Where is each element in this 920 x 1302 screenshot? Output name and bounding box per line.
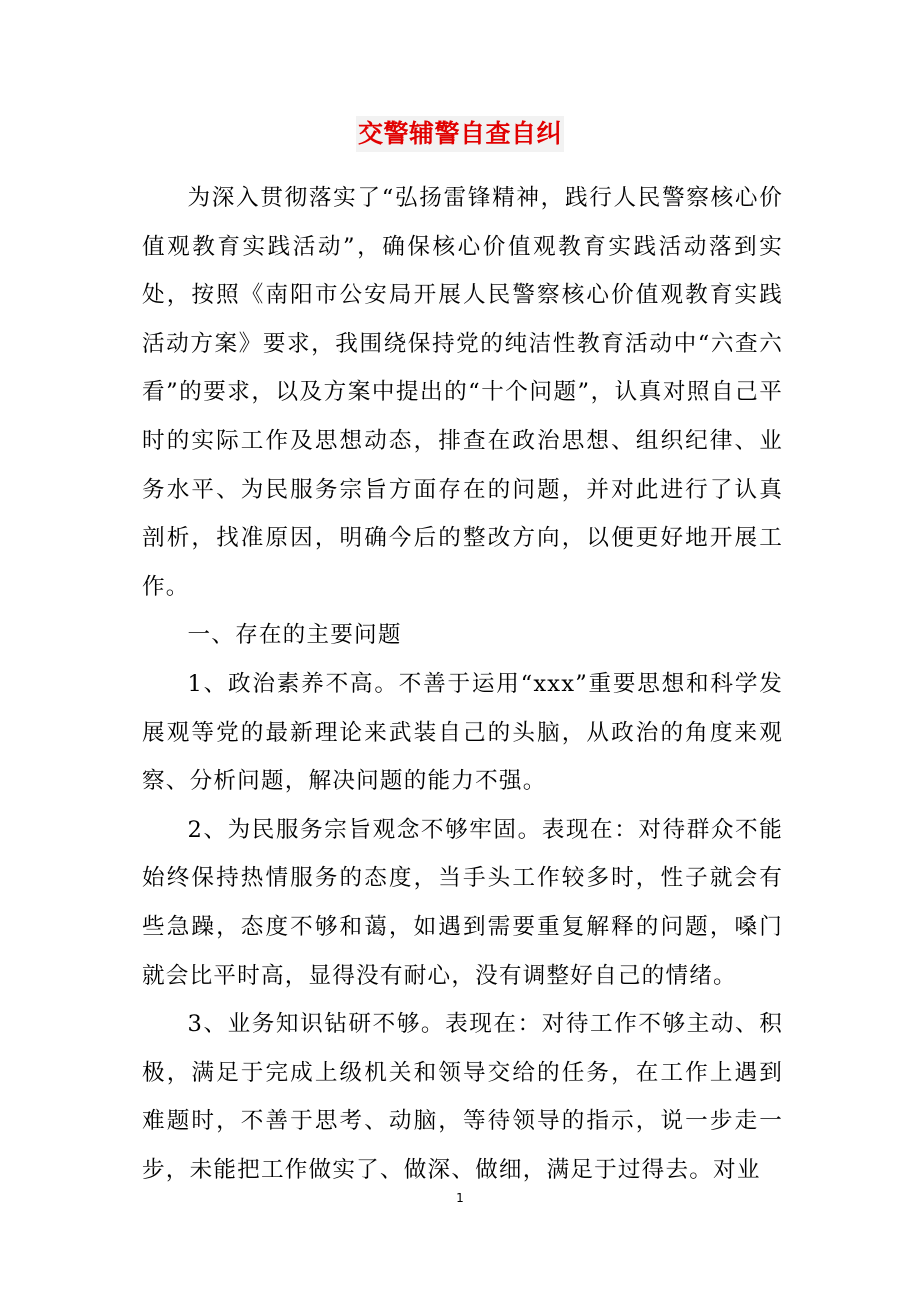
document-body — [142, 174, 783, 1194]
intro-paragraph: 为深入贯彻落实了“弘扬雷锋精神，践行人民警察核心价值观教育实践活动”，确保核心价值观教育实践活动落到实处，按照《南阳市公安局开展人民警察核心价值观教育实践活动方案》要求，我围绕保持党的纯洁性教育活动中“六查六看”的要求，以及方案中提出的“十个问题”，认真对照自己平时的实际工作及思想动态，排查在政治思想、组织纪律、业务水平、为民服务宗旨方面存在的问题，并对此进行了认真剖析，找准原因，明确今后的整改方向，以便更好地开展工作。 — [142, 185, 783, 600]
section-heading: 一、存在的主要问题 — [187, 622, 402, 649]
issue-paragraph-2: 2、为民服务宗旨观念不够牢固。表现在：对待群众不能始终保持热情服务的态度，当手头工作较多时，性子就会有些急躁，态度不够和蔼，如遇到需要重复解释的问题，嗓门就会比平时高，显得没有耐心，没有调整好自己的情绪。 — [142, 816, 783, 989]
page-number: 1 — [456, 1191, 464, 1205]
document-title: 交警辅警自查自纠 — [356, 116, 564, 152]
issue-paragraph-3: 3、业务知识钻研不够。表现在：对待工作不够主动、积极，满足于完成上级机关和领导交给的任务，在工作上遇到难题时，不善于思考、动脑，等待领导的指示，说一步走一步，未能把工作做实了、做深、做细，满足于过得去。对业 — [142, 1011, 783, 1183]
issue-paragraph-1: 1、政治素养不高。不善于运用“xxx”重要思想和科学发展观等党的最新理论来武装自己的头脑，从政治的角度来观察、分析问题，解决问题的能力不强。 — [142, 670, 783, 795]
title-container — [0, 116, 920, 152]
